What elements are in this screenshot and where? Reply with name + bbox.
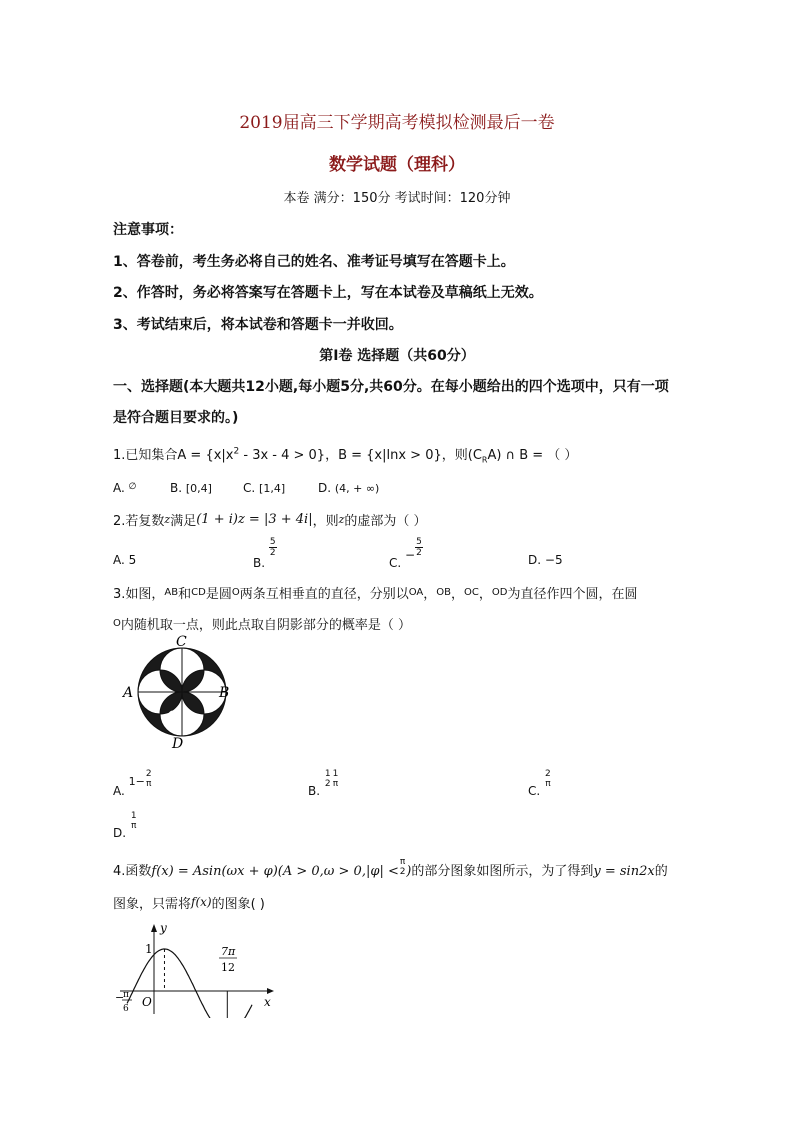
q3-oa: OA [408,587,424,598]
neg-num: π [123,990,129,1000]
frac-denominator: 2 [416,548,422,558]
q2-stem-part: 的虚部为（ ） [344,514,427,529]
q4-function: f(x) = Asin(ωx + φ)(A > 0,ω > 0,|φ| < [151,864,399,879]
q2-stem-part: ，则 [312,514,339,529]
exam-title: 2019届高三下学期高考模拟检测最后一卷 [239,113,555,133]
q3-stem-part: 两条互相垂直的直径，分别以 [239,587,409,602]
q2-var: z [164,513,171,526]
y-axis-arrow [151,924,157,932]
option-d: D. −5 [528,553,563,567]
frac-denominator: 2 [269,548,276,558]
option-c: C. [1,4] [243,481,286,495]
label-b: B [219,685,230,701]
q3-stem-part: 3.如图， [113,587,165,602]
q3-ob: OB [436,587,452,598]
q3-od: OD [491,587,508,598]
notes-heading: 注意事项： [113,222,183,238]
option-b: B. [0,4] [170,481,212,495]
question-4-line1: 4.函数f(x) = Asin(ωx + φ)(A > 0,ω > 0,|φ| < π 2 )的部分图象如图所示，为了得到y = sin2x的 [113,856,668,879]
question-3-line2: $^O$内随机取一点，则此点取自阴影部分的概率是（ ） [113,618,412,633]
option-c: C. − $\frac{5}{2}$ [389,537,422,570]
option-a: A. ∅ [113,481,137,495]
note-item: 1、答卷前，考生务必将自己的姓名、准考证号填写在答题卡上。 [113,254,515,270]
option-d: D. 1 π [113,811,137,840]
origin-label: O [142,995,152,1009]
option-b: B. $\frac{5}{2}$ [253,537,276,570]
sine-graph [112,918,282,1018]
q3-stem-part: 为直径作四个圆，在圆 [507,587,638,602]
q2-stem-part: 满足 [170,514,197,529]
option-d: D. (4, + ∞) [318,481,380,495]
neg-den: 6 [123,1004,129,1014]
q2-var: z [338,513,345,526]
q1-stem-part: 1.已知集合A = {x|x [113,448,234,463]
x-label: x [264,995,271,1009]
q1-stem-part: A) ∩ B = （ ） [487,448,578,463]
x-axis-arrow [267,988,274,994]
q1-superscript: 2 [233,446,240,457]
frac-numerator: 5 [269,537,276,547]
exam-subtitle: 数学试题（理科） [329,155,465,175]
frac-numerator: 5 [416,537,422,547]
option-b: B. 1 2 1 π [308,769,339,798]
q1-complement: C [472,448,482,463]
label-d: D [172,736,184,752]
question-1-stem [113,444,577,465]
section-intro: 一、选择题(本大题共12小题,每小题5分,共60分。在每小题给出的四个选项中，只有一项 [113,379,669,395]
note-item: 2、作答时，务必将答案写在答题卡上，写在本试卷及草稿纸上无效。 [113,285,543,301]
q3-cd: CD [191,587,206,598]
question-3-options [113,765,613,845]
q4-target: y = sin2x [593,864,655,879]
exam-info: 本卷 满分：150分 考试时间：120分钟 [283,191,511,206]
q1-subscript: R [481,455,488,465]
option-c: C. 2 π [528,769,551,798]
q3-ab: AB [164,587,179,598]
question-4-line2: 图象，只需将f(x)的图象( ) [113,895,265,912]
section-heading: 第Ⅰ卷 选择题（共60分） [319,348,475,364]
q1-stem-part: - 3x - 4 > 0}，B = {x|lnx > 0}，则( [239,448,473,463]
label-a: A [123,685,134,701]
q2-equation: (1 + i)z = |3 + 4i| [196,512,313,527]
neg-sign: − [115,991,125,1004]
q3-o: O [113,618,121,629]
q4-fx: f(x) [191,895,212,909]
q3-stem-part: 和 [178,587,192,602]
q3-oc: OC [464,587,479,598]
label-o: O [167,709,178,724]
label-c: C [176,634,187,650]
question-2-options [113,539,613,573]
one-label: 1 [145,942,153,956]
section-intro: 是符合题目要求的。) [113,410,239,426]
pos-den: 12 [221,961,235,974]
q3-stem-part: 是圆 [205,587,232,602]
question-2-stem [113,510,427,529]
q3-o: O [231,587,240,598]
q2-stem-part: 2.若复数 [113,514,165,529]
option-a: A. 1− 2 π [113,769,152,798]
note-item: 3、考试结束后，将本试卷和答题卡一并收回。 [113,317,403,333]
circle-figure [120,634,240,754]
y-label: y [160,921,167,935]
pos-num: 7π [221,945,236,958]
option-a: A. 5 [113,553,137,567]
question-3-line1: 3.如图，$^{AB}$和$^{CD}$是圆$^O$两条互相垂直的直径，分别以$^{OA}$，$^{OB}$，$^{OC}$，$^{OD}$为直径作四个圆，在圆 [113,587,638,602]
